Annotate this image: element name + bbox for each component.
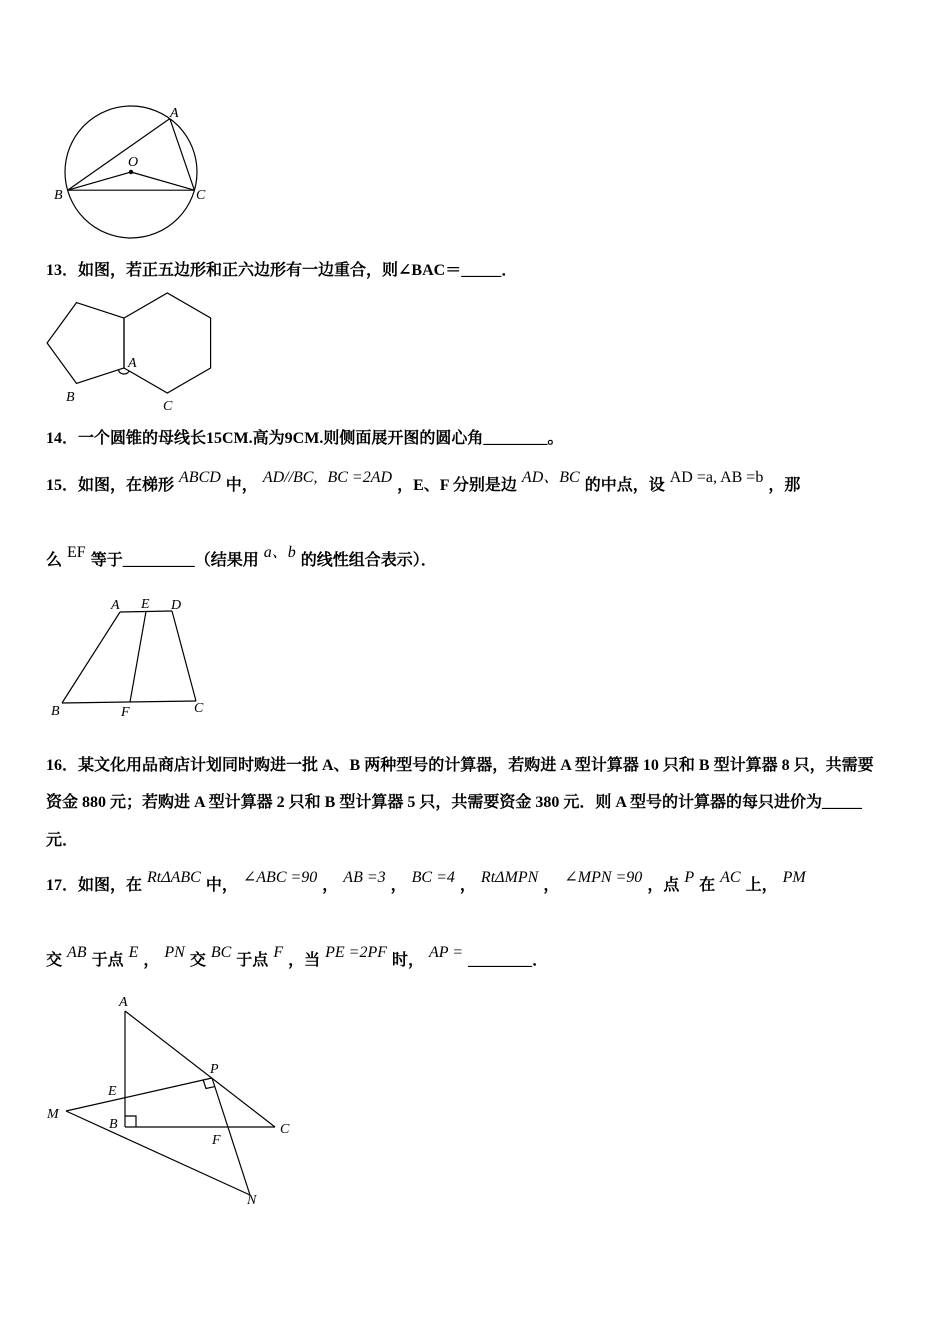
- label-f: F: [212, 1133, 221, 1148]
- q17-text-jiao-1: 交: [46, 952, 63, 969]
- figure-triangles: [40, 990, 305, 1210]
- q17-math-pm: PM: [782, 869, 806, 886]
- question-15-line-2: [46, 542, 437, 580]
- label-c: C: [280, 1122, 290, 1137]
- q17-text-zhong: 中，: [205, 877, 238, 894]
- q16-text-1: 16．某文化用品商店计划同时购进一批 A、B 两种型号的计算器，若购进 A 型计算器 10 只和 B 型计算器 8 只，共需要: [46, 757, 874, 774]
- q17-math-e: E: [128, 944, 139, 961]
- q16-text-3: 元．: [46, 832, 79, 849]
- q17-math-pn: PN: [164, 944, 185, 961]
- q17-math-angle-mpn: ∠MPN =90: [564, 869, 643, 886]
- q17-text-zai: 在: [699, 877, 716, 894]
- q17-text-dang: ，当: [288, 952, 321, 969]
- label-b: B: [109, 1117, 118, 1132]
- label-c: C: [196, 188, 206, 203]
- hexagon: [124, 293, 211, 393]
- q17-math-ab: AB =3: [343, 869, 386, 886]
- q14-text: 14．一个圆锥的母线长15CM.高为9CM.则侧面展开图的圆心角________。: [46, 430, 564, 447]
- figure-pentagon-hexagon: [40, 285, 225, 415]
- q15-text-na: ，那: [768, 477, 801, 494]
- q16-text-2: 资金 880 元；若购进 A 型计算器 2 只和 B 型计算器 5 只，共需要资金 380 元．则 A 型号的计算器的每只进价为_____: [46, 794, 863, 811]
- q17-comma-2: ，: [390, 877, 407, 894]
- segment-ba: [68, 119, 170, 191]
- q15-text-blank: 等于_________（结果用: [90, 552, 259, 569]
- label-m: M: [47, 1107, 59, 1122]
- q15-text-me: 么: [46, 552, 63, 569]
- label-a: A: [170, 106, 179, 121]
- question-14: [46, 420, 563, 458]
- question-16-line-2: [46, 784, 862, 822]
- q15-math-a-b: a、b: [263, 544, 296, 561]
- label-e: E: [108, 1084, 117, 1099]
- question-16-line-1: [46, 747, 874, 785]
- right-angle-mark-b: [125, 1116, 136, 1127]
- q15-math-ad-bc: AD、BC: [521, 469, 580, 486]
- q15-text-ef-midpoints: ，E、F 分别是边: [397, 477, 517, 494]
- q17-comma-3: ，: [459, 877, 476, 894]
- q15-math-ef: EF: [67, 544, 86, 561]
- q17-math-angle-abc: ∠ABC =90: [242, 869, 318, 886]
- label-n: N: [247, 1193, 257, 1208]
- q17-math-ap: AP =: [429, 944, 464, 961]
- q17-comma-5: ，: [143, 952, 160, 969]
- label-d: D: [171, 598, 182, 613]
- q17-math-p: P: [684, 869, 695, 886]
- center-point-o: [129, 170, 133, 174]
- q17-math-ac: AC: [720, 869, 741, 886]
- q17-math-rt-abc: RtΔABC: [147, 869, 201, 886]
- q17-math-f: F: [273, 944, 284, 961]
- q15-math-vectors: AD =a, AB =b: [669, 469, 764, 486]
- label-a: A: [111, 598, 120, 613]
- label-c: C: [163, 399, 173, 414]
- q17-comma-1: ，: [322, 877, 339, 894]
- pentagon: [47, 303, 124, 384]
- segment-ac: [125, 1011, 275, 1127]
- q17-math-bc: BC =4: [411, 869, 455, 886]
- q17-text-dian: ，点: [647, 877, 680, 894]
- q17-text-yudian-1: 于点: [91, 952, 124, 969]
- label-e: E: [141, 597, 150, 612]
- q17-math-pe-2pf: PE =2PF: [325, 944, 387, 961]
- q15-text-she: 的中点，设: [584, 477, 665, 494]
- label-a: A: [128, 356, 137, 371]
- q17-text-jiao-2: 交: [189, 952, 206, 969]
- q17-text-blank: ________．: [468, 952, 549, 969]
- label-p: P: [210, 1062, 219, 1077]
- q17-text-shi: 时，: [392, 952, 425, 969]
- segment-mp: [66, 1078, 212, 1111]
- q17-math-ab-2: AB: [67, 944, 87, 961]
- figure-trapezoid: [45, 595, 210, 720]
- question-16-line-3: [46, 822, 78, 860]
- label-c: C: [194, 701, 204, 716]
- segment-mn: [66, 1111, 250, 1195]
- label-b: B: [66, 390, 75, 405]
- q15-text-intro: 15．如图，在梯形: [46, 477, 175, 494]
- segment-dc: [172, 611, 196, 701]
- segment-ob: [68, 172, 131, 190]
- segment-oc: [131, 172, 194, 190]
- label-b: B: [54, 188, 63, 203]
- q15-text-tail: 的线性组合表示）．: [300, 552, 437, 569]
- figure-circle: [40, 95, 220, 245]
- q15-text-zhong: 中，: [225, 477, 258, 494]
- question-17-line-1: [46, 867, 811, 905]
- q17-math-bc-2: BC: [210, 944, 232, 961]
- q15-math-parallel: AD//BC,: [262, 469, 318, 486]
- label-b: B: [51, 704, 60, 719]
- q17-comma-4: ，: [543, 877, 560, 894]
- q17-text-yudian-2: 于点: [236, 952, 269, 969]
- segment-bc: [62, 701, 196, 703]
- q15-math-abcd: ABCD: [179, 469, 221, 486]
- segment-ef: [130, 612, 146, 703]
- q13-text: 13．如图，若正五边形和正六边形有一边重合，则∠BAC＝_____．: [46, 262, 518, 279]
- label-o: O: [128, 155, 139, 170]
- q15-math-bc-2ad: BC =2AD: [327, 469, 393, 486]
- question-17-line-2: [46, 942, 548, 980]
- question-15-line-1: [46, 467, 800, 505]
- q17-text-shang: 上，: [745, 877, 778, 894]
- q17-math-rt-mpn: RtΔMPN: [480, 869, 539, 886]
- label-f: F: [121, 705, 130, 720]
- q17-text-intro: 17．如图，在: [46, 877, 143, 894]
- segment-ab: [62, 612, 120, 703]
- label-a: A: [119, 995, 128, 1010]
